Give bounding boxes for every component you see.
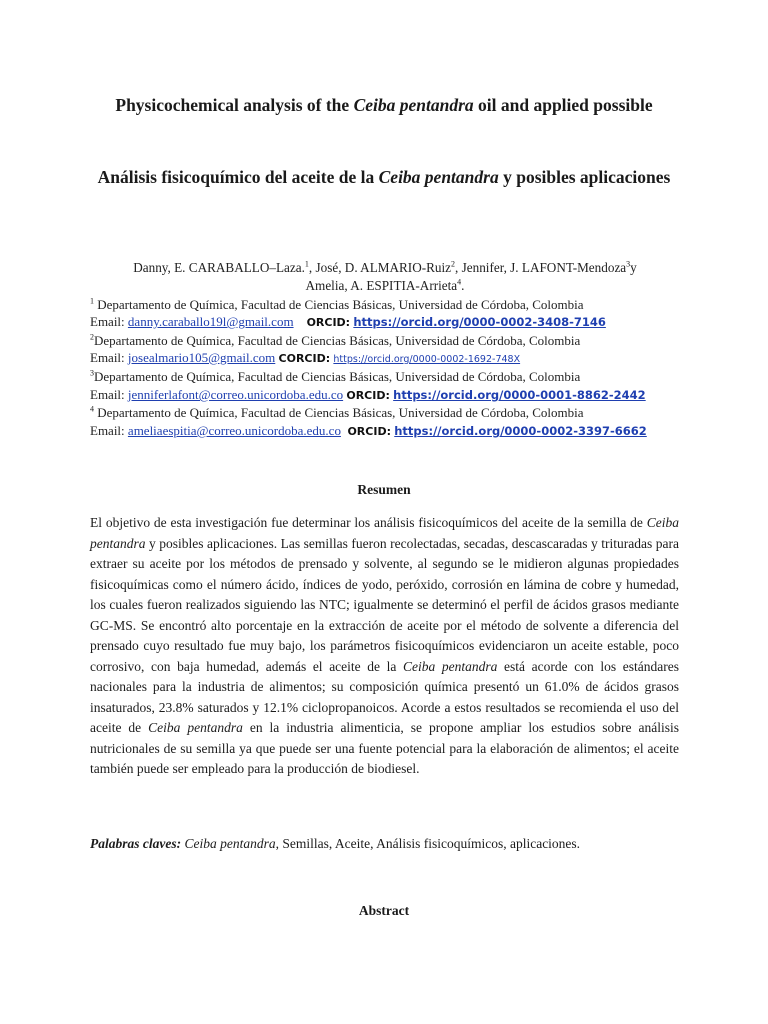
keyword-species: Ceiba pentandra [184,836,276,851]
affiliation-mark: 2 [90,332,94,342]
title-spanish-suffix: y posibles aplicaciones [498,167,671,187]
email-label: Email: [90,387,128,402]
species-name: Ceiba pentandra [403,658,498,674]
author-list [85,259,685,295]
orcid-link[interactable]: https://orcid.org/0000-0001-8862-2442 [393,388,646,402]
email-label: Email: [90,314,128,329]
orcid-link[interactable]: https://orcid.org/0000-0002-3408-7146 [353,315,606,329]
title-english-prefix: Physicochemical analysis of the [115,95,354,115]
author-separator: , [308,260,316,275]
email-label: Email: [90,423,128,438]
species-name: Ceiba pentandra [90,515,679,551]
resumen-text: en la industria alimenticia, se propone ampliar los estudios sobre análisis nutricionales de su semilla ya que puede ser una fuente potencial para la elaboración de alimentos; el aceite también puede ser empleado para la producción de biodiesel. [90,720,679,776]
resumen-heading: Resumen [357,482,411,497]
abstract-heading: Abstract [358,903,410,918]
affiliation-4-dept [90,404,690,421]
resumen-paragraph [90,513,679,780]
affiliation-mark: 4 [90,404,94,414]
title-english [90,93,678,118]
resumen-text: y posibles aplicaciones. Las semillas fueron recolectadas, secadas, descascaradas y trituradas para extraer su aceite por los métodos de prensado y solvente, al segundo se le midieron algunas propiedades fisicoquímicas como el número ácido, índices de yodo, peróxido, corrosión en lámina de cobre y humedad, los cuales fueron realizados siguiendo las NTC; igualmente se determinó el perfil de ácidos grasos mediante GC-MS. Se encontró alto porcentaje en la extracción de aceite por el método de solvente a diferencia del prensado cuyo resultado fue muy bajo, los parámetros fisicoquímicos evidenciaron un aceite estable, poco corrosivo, con baja humedad, además el aceite de la [90,535,679,674]
resumen-text: El objetivo de esta investigación fue determinar los análisis fisicoquímicos del aceite de la semilla de [90,515,647,530]
affiliation-text: Departamento de Química, Facultad de Ciencias Básicas, Universidad de Córdoba, Colombia [94,369,581,384]
keywords-line [90,834,679,854]
author-name: José, D. ALMARIO-Ruiz [315,260,452,275]
email-link[interactable]: danny.caraballo19l@gmail.com [127,314,294,329]
title-spanish-species: Ceiba pentandra [378,167,499,187]
author-name: Jennifer, J. LAFONT-Mendoza [461,260,627,275]
author-affiliation-mark: 1 [304,259,309,269]
affiliation-2-dept [90,332,690,349]
orcid-label: CORCID: [278,352,331,365]
orcid-label: ORCID: [306,316,351,329]
orcid-label: ORCID: [347,425,391,438]
orcid-link[interactable]: https://orcid.org/0000-0002-1692-748X [333,354,521,365]
affiliation-text: Departamento de Química, Facultad de Ciencias Básicas, Universidad de Córdoba, Colombia [94,297,584,312]
affiliation-mark: 3 [90,368,94,378]
author-name: Amelia, A. ESPITIA-Arrieta [305,278,458,293]
affiliation-4-contact [90,422,690,440]
author-affiliation-mark: 3 [626,259,631,269]
email-link[interactable]: jenniferlafont@correo.unicordoba.edu.co [127,387,344,402]
author-affiliation-mark: 4 [457,277,462,287]
affiliation-1-dept [90,296,690,313]
affiliation-text: Departamento de Química, Facultad de Ciencias Básicas, Universidad de Córdoba, Colombia [94,333,581,348]
author-affiliation-mark: 2 [451,259,456,269]
orcid-label: ORCID: [346,389,390,402]
email-link[interactable]: josealmario105@gmail.com [127,350,276,365]
author-separator: , [455,260,462,275]
affiliation-1-contact [90,313,690,331]
title-english-species: Ceiba pentandra [353,95,474,115]
title-spanish [90,165,678,190]
email-label: Email: [90,350,128,365]
email-link[interactable]: ameliaespitia@correo.unicordoba.edu.co [127,423,341,438]
author-separator: y [630,260,637,275]
author-name: Danny, E. CARABALLO–Laza. [133,260,305,275]
author-separator: . [461,278,465,293]
title-spanish-prefix: Análisis fisicoquímico del aceite de la [97,167,379,187]
affiliation-text: Departamento de Química, Facultad de Ciencias Básicas, Universidad de Córdoba, Colombia [94,405,584,420]
affiliation-mark: 1 [90,296,94,306]
affiliation-3-dept [90,368,690,385]
keywords-label: Palabras claves: [90,836,182,851]
affiliation-3-contact [90,386,690,404]
title-english-suffix: oil and applied possible [473,95,653,115]
resumen-text: está acorde con los estándares nacionales para la industria de alimentos; su composición química presentó un 61.0% de ácidos grasos insaturados, 23.8% saturados y 12.1% ciclopropanoicos. Acorde a estos resultados se recomienda el uso del aceite de [90,658,679,735]
orcid-link[interactable]: https://orcid.org/0000-0002-3397-6662 [394,424,647,438]
species-name: Ceiba pentandra [148,720,243,735]
keywords-rest: , Semillas, Aceite, Análisis fisicoquímicos, aplicaciones. [275,836,581,851]
affiliation-2-contact [90,349,690,368]
